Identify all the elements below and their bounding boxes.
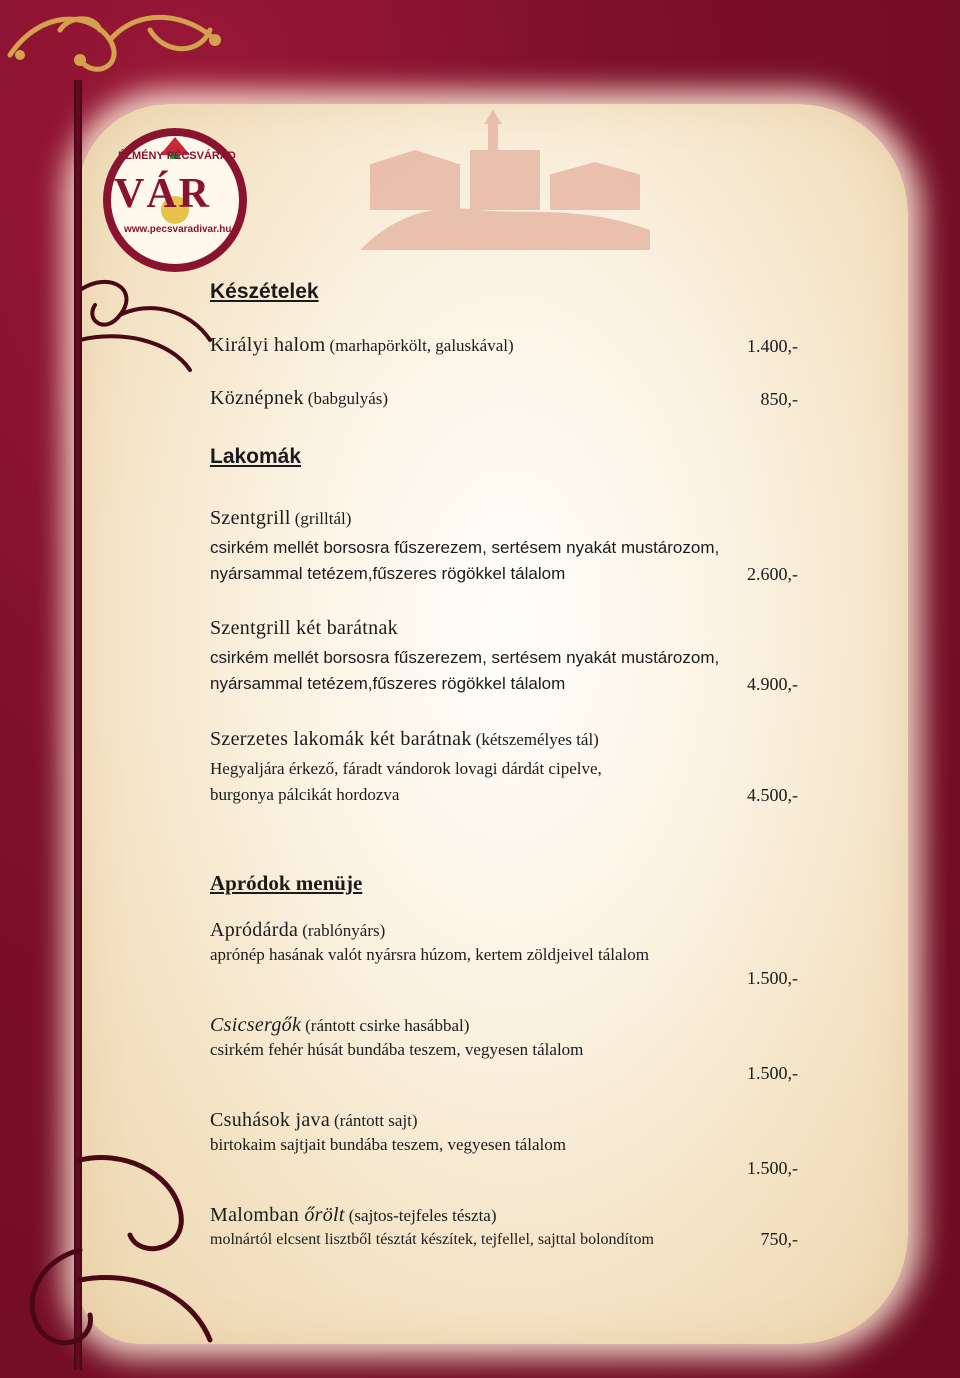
dish-price: 4.500,- xyxy=(747,785,798,805)
section-title-keszetelek: Készételek xyxy=(210,280,319,303)
dish-note: (rántott csirke hasábbal) xyxy=(305,1016,470,1035)
dish-name: Csuhások java xyxy=(210,1109,330,1131)
dish-price: 1.500,- xyxy=(747,1158,798,1178)
dish-price: 1.500,- xyxy=(747,1063,798,1083)
dish-note: (rántott sajt) xyxy=(334,1111,418,1130)
dish-price: 1.400,- xyxy=(747,336,798,356)
menu-item-aprodarda xyxy=(210,919,385,942)
dish-description: csirkém mellét borsosra fűszerezem, sertésem nyakát mustározom, xyxy=(210,648,720,667)
dish-description: nyársammal tetézem,fűszeres rögökkel tálalom xyxy=(210,674,566,693)
dish-description: csirkém mellét borsosra fűszerezem, sertésem nyakát mustározom, xyxy=(210,538,720,557)
dish-name: Köznépnek xyxy=(210,387,304,409)
dish-name-italic: őrölt xyxy=(304,1204,345,1226)
dish-name: Apródárda xyxy=(210,919,299,941)
logo-word: VÁR xyxy=(114,171,211,217)
dish-description: burgonya pálcikát hordozva xyxy=(210,785,400,804)
dish-description: Hegyaljára érkező, fáradt vándorok lovagi dárdát cipelve, xyxy=(210,759,602,778)
menu-item-malomban-orolt xyxy=(210,1204,497,1227)
menu-item-koznepnek xyxy=(210,387,388,410)
logo-arc-text: ÉLMÉNY PÉCSVÁRAD xyxy=(118,150,236,162)
dish-name: Királyi halom xyxy=(210,334,326,356)
dish-description: aprónép hasának valót nyársra húzom, kertem zöldjeivel tálalom xyxy=(210,945,650,964)
dish-note: (sajtos-tejfeles tészta) xyxy=(348,1206,497,1225)
dish-description: birtokaim sajtjait bundába teszem, vegyesen tálalom xyxy=(210,1135,566,1154)
dish-name: Szerzetes lakomák két barátnak xyxy=(210,728,472,750)
dish-note: (grilltál) xyxy=(294,509,352,528)
menu-item-csuhasok-java xyxy=(210,1109,418,1132)
dish-name: Szentgrill két barátnak xyxy=(210,617,398,639)
menu-item-szerzetes-lakomak xyxy=(210,728,599,751)
dish-price: 850,- xyxy=(760,389,798,409)
dish-description: molnártól elcsent lisztből tésztát készítek, tejfellel, sajttal bolondítom xyxy=(210,1231,654,1248)
dish-price: 750,- xyxy=(760,1229,798,1249)
dish-price: 2.600,- xyxy=(747,564,798,584)
ornament-flourish-icon xyxy=(80,260,220,390)
menu-item-kiralyi-halom xyxy=(210,334,514,357)
dish-note: (rablónyárs) xyxy=(302,921,386,940)
dish-name: Szentgrill xyxy=(210,507,291,529)
dish-note: (babgulyás) xyxy=(307,389,389,408)
logo-url[interactable]: www.pecsvaradivar.hu xyxy=(124,224,232,235)
section-title-aprodok-menuje: Apródok menüje xyxy=(210,871,363,895)
dish-price: 1.500,- xyxy=(747,968,798,988)
ornament-bottom-icon xyxy=(0,1140,240,1378)
dish-description: nyársammal tetézem,fűszeres rögökkel tálalom xyxy=(210,564,566,583)
dish-note: (kétszemélyes tál) xyxy=(475,730,599,749)
menu-item-szentgrill-ket-baratnak xyxy=(210,617,398,640)
castle-illustration-icon xyxy=(360,110,650,250)
menu-item-szentgrill xyxy=(210,507,351,530)
dish-name: Csicsergők xyxy=(210,1014,302,1036)
section-title-lakomak: Lakomák xyxy=(210,445,302,468)
ornament-scroll-icon xyxy=(0,0,240,100)
dish-price: 4.900,- xyxy=(747,674,798,694)
dish-description: csirkém fehér húsát bundába teszem, vegyesen tálalom xyxy=(210,1040,584,1059)
dish-name: Malomban xyxy=(210,1204,305,1226)
menu-item-csicsergok xyxy=(210,1014,469,1037)
dish-note: (marhapörkölt, galuskával) xyxy=(329,336,514,355)
